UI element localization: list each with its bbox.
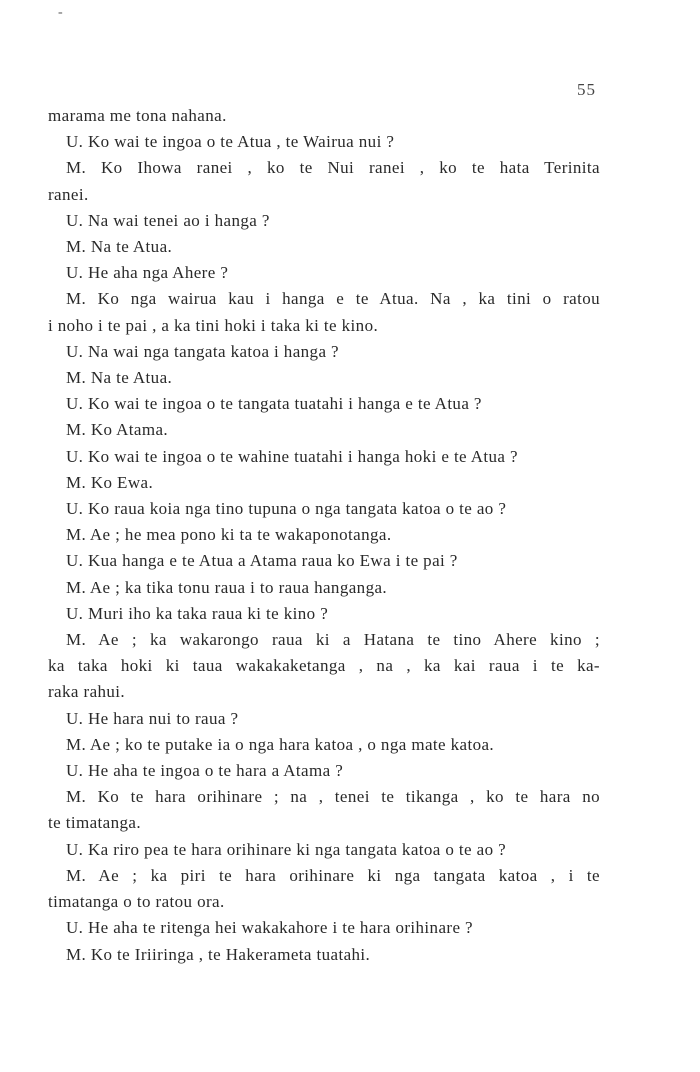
- answer-line: M. Ae ; ko te putake ia o nga hara katoa , o nga mate katoa.: [66, 734, 495, 754]
- answer-line: M. Ko Atama.: [66, 420, 169, 440]
- answer-line: M. Ko te Iriiringa , te Hakerameta tuatahi.: [66, 944, 371, 964]
- answer-line: M. Ae ; ka tika tonu raua i to raua hanganga.: [66, 577, 388, 597]
- question-line: U. Na wai nga tangata katoa i hanga ?: [66, 341, 339, 361]
- question-line: U. Ko wai te ingoa o te wahine tuatahi i hanga hoki e te Atua ?: [66, 446, 518, 466]
- text-line: marama me tona nahana.: [48, 106, 227, 125]
- corner-mark: -: [58, 5, 63, 20]
- question-line: U. Ko wai te ingoa o te tangata tuatahi i hanga e te Atua ?: [66, 394, 482, 414]
- question-line: U. He aha nga Ahere ?: [66, 263, 229, 283]
- text-line: raka rahui.: [48, 682, 126, 702]
- question-line: U. Ka riro pea te hara orihinare ki nga tangata katoa o te ao ?: [66, 839, 507, 859]
- answer-line: M. Ae ; ka wakarongo raua ki a Hatana te tino Ahere kino ;: [66, 630, 600, 650]
- question-line: U. He hara nui to raua ?: [66, 708, 239, 728]
- answer-line: M. Ko te hara orihinare ; na , tenei te tikanga , ko te hara no: [66, 787, 600, 807]
- text-line: i noho i te pai , a ka tini hoki i taka ki te kino.: [48, 315, 379, 335]
- answer-line: M. Ae ; ka piri te hara orihinare ki nga tangata katoa , i te: [66, 865, 600, 885]
- page-number: 55: [577, 80, 596, 99]
- question-line: U. Ko raua koia nga tino tupuna o nga tangata katoa o te ao ?: [66, 499, 507, 519]
- question-line: U. Muri iho ka taka raua ki te kino ?: [66, 603, 329, 623]
- question-line: U. Ko wai te ingoa o te Atua , te Wairua nui ?: [66, 132, 395, 152]
- answer-line: M. Na te Atua.: [66, 237, 173, 257]
- text-line: te timatanga.: [48, 813, 141, 833]
- text-line: timatanga o to ratou ora.: [48, 892, 225, 912]
- text-line: ranei.: [48, 184, 89, 204]
- question-line: U. He aha te ingoa o te hara a Atama ?: [66, 761, 344, 781]
- question-line: U. Na wai tenei ao i hanga ?: [66, 210, 270, 230]
- answer-line: M. Ae ; he mea pono ki ta te wakaponotanga.: [66, 525, 392, 545]
- text-line: ka taka hoki ki taua wakakaketanga , na , ka kai raua i te ka-: [48, 656, 600, 676]
- answer-line: M. Ko Ewa.: [66, 472, 154, 492]
- question-line: U. He aha te ritenga hei wakakahore i te hara orihinare ?: [66, 918, 473, 938]
- question-line: U. Kua hanga e te Atua a Atama raua ko Ewa i te pai ?: [66, 551, 458, 571]
- answer-line: M. Na te Atua.: [66, 368, 173, 388]
- page-text: [48, 103, 600, 968]
- answer-line: M. Ko nga wairua kau i hanga e te Atua. Na , ka tini o ratou: [66, 289, 600, 309]
- answer-line: M. Ko Ihowa ranei , ko te Nui ranei , ko te hata Terinita: [66, 158, 600, 178]
